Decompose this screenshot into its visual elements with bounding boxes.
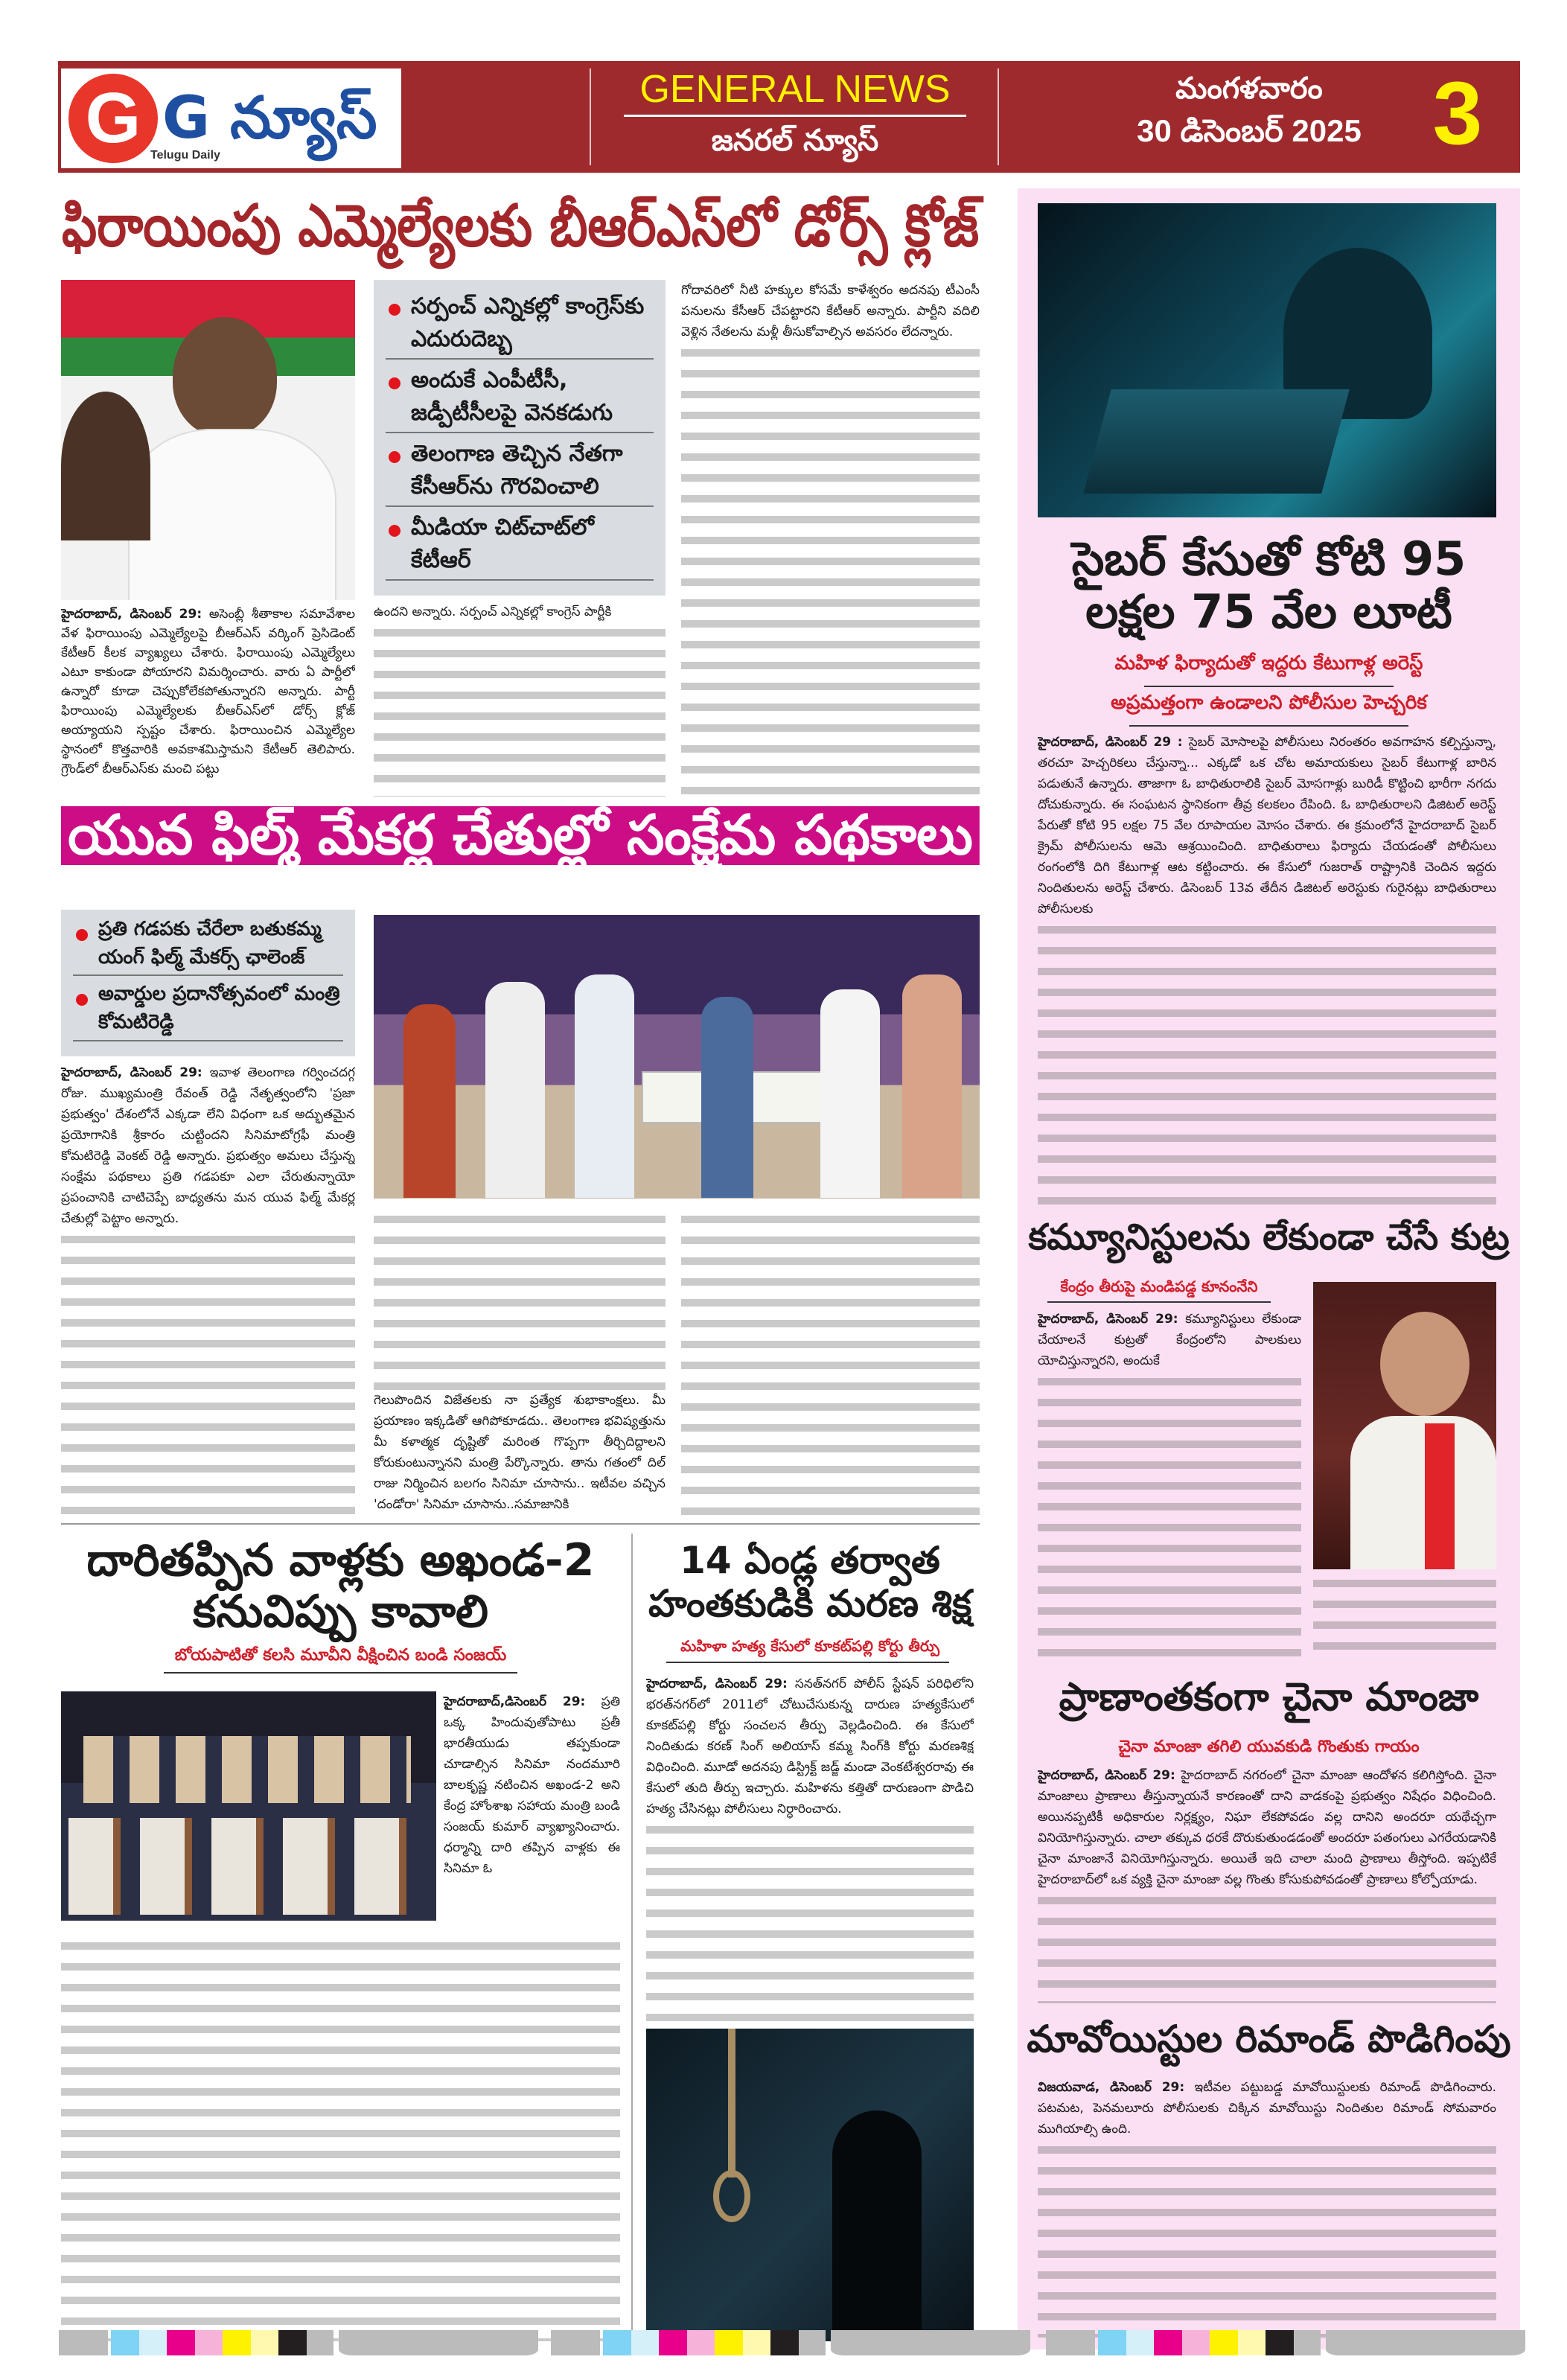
color-swatch <box>603 2330 631 2355</box>
text-lines <box>1038 1890 1496 2003</box>
article-lead: కమ్యూనిస్టులు లేకుండా చేయాలనే కుట్రతో కేంద్రంలోని పాలకులు యోచిస్తున్నారని, అందుకే <box>1038 1312 1301 1368</box>
article-body <box>444 1691 620 1921</box>
color-swatch <box>631 2330 660 2355</box>
headline-cyber: సైబర్ కేసుతో కోటి 95 లక్షల 75 వేల లూటీ <box>1071 532 1467 639</box>
headline-ktr: ఫిరాయింపు ఎమ్మెల్యేలకు బీఆర్ఎస్‌లో డోర్స్ క్లోజ్ <box>62 193 979 260</box>
headline-verdict: 14 ఏండ్ల తర్వాత హంతకుడికి మరణ శిక్ష <box>648 1539 972 1625</box>
column-divider <box>631 1534 633 2341</box>
weekday: మంగళవారం <box>1175 71 1323 106</box>
headline-maoists: మావోయిస్టుల రిమాండ్ పొడిగింపు <box>1027 2017 1511 2061</box>
photo-kunamneni <box>1313 1282 1496 1569</box>
photo-theatre-screening <box>61 1691 436 1921</box>
article-body <box>1038 732 1496 1208</box>
dateline: హైదరాబాద్, డిసెంబర్ 29: <box>61 607 202 622</box>
headline-communists: కమ్యూనిస్టులను లేకుండా చేసే కుట్ర <box>1028 1216 1510 1258</box>
page-number: 3 <box>1432 63 1483 163</box>
red-scarf <box>1425 1423 1455 1569</box>
rule <box>1047 1301 1271 1303</box>
article-body <box>681 280 980 797</box>
film-highlights <box>61 910 355 1056</box>
grey-block <box>307 2330 333 2355</box>
bullet-item: అందుకే ఎంపీటీసీ, జడ్పీటీసీలపై వెనకడుగు <box>386 364 654 433</box>
subhead-communists: కేంద్రం తీరుపై మండిపడ్డ కూనంనేని <box>1060 1277 1258 1295</box>
person-shirt <box>1350 1416 1496 1569</box>
grey-block <box>551 2330 600 2355</box>
photo-hacker <box>1038 203 1496 517</box>
dateline: హైదరాబాద్,డిసెంబర్ 29: <box>444 1694 586 1709</box>
audience-row <box>83 1736 411 1803</box>
text-lines <box>681 342 980 797</box>
bullet-item: అవార్డుల ప్రదానోత్సవంలో మంత్రి కోమటిరెడ్డి <box>73 980 343 1041</box>
color-swatch <box>1154 2330 1182 2355</box>
grey-pill <box>1326 2330 1525 2355</box>
article-text: గెలుపొందిన విజేతలకు నా ప్రత్యేక శుభాకాంక్షలు. మీ ప్రయాణం ఇక్కడితో ఆగిపోకూడదు.. తెలంగాణ భవిష్యత్తును మీ కళాత్మక దృష్టితో మరింత గొప్పగా తీర్చిదిద్దాలని కోరుకుంటున్నానని మంత్రి పేర్కొన్నారు. తాను గతంలో దిల్ రాజు నిర్మించిన బలగం సినిమా చూసాను.. ఇటీవల వచ్చిన 'దండోరా' సినిమా చూసాను..సమాజానికి <box>374 1393 666 1512</box>
text-lines <box>61 1936 620 2341</box>
rule <box>1129 725 1408 727</box>
color-swatch <box>687 2330 715 2355</box>
article-body <box>61 1062 355 1515</box>
section-rule <box>624 115 966 117</box>
person-face <box>1380 1312 1469 1416</box>
section-title-te: జనరల్ న్యూస్ <box>711 124 879 158</box>
text-lines <box>646 1819 974 2021</box>
dateline: హైదరాబాద్, డిసెంబర్ 29: <box>61 1065 202 1080</box>
photo-noose <box>646 2029 974 2341</box>
logo-text: G న్యూస్ <box>162 85 377 152</box>
dateline: హైదరాబాద్, డిసెంబర్ 29: <box>1038 1768 1175 1783</box>
article-body <box>1313 1573 1496 1659</box>
bullet-item: తెలంగాణ తెచ్చిన నేతగా కేసీఆర్‌ను గౌరవించాలి <box>386 438 654 507</box>
subhead-cyber-1: మహిళ ఫిర్యాదుతో ఇద్దరు కేటుగాళ్ల అరెస్ట్ <box>1114 652 1423 674</box>
divider <box>998 68 999 165</box>
color-swatch <box>195 2330 223 2355</box>
subhead-verdict: మహిళా హత్య కేసులో కూకట్‌పల్లి కోర్టు తీర్పు <box>680 1637 939 1655</box>
text-lines <box>681 1209 980 1515</box>
dateline: విజయవాడ, డిసెంబర్ 29: <box>1038 2080 1185 2095</box>
article-body <box>646 1674 974 2021</box>
logo-g-mark: G <box>68 74 158 163</box>
article-text: ఉందని అన్నారు. సర్పంచ్ ఎన్నికల్లో కాంగ్రెస్ పార్టీకి <box>374 604 612 619</box>
article-body <box>61 604 355 800</box>
color-swatch <box>278 2330 307 2355</box>
right-column <box>1018 188 1520 2349</box>
subhead-manja: చైనా మాంజా తగిలి యువకుడి గొంతుకు గాయం <box>1118 1738 1420 1756</box>
color-swatch <box>1182 2330 1210 2355</box>
headline-film: యువ ఫిల్మ్ మేకర్ల చేతుల్లో సంక్షేమ పథకాలు <box>61 806 980 865</box>
grey-block <box>799 2330 826 2355</box>
article-lead: ఇటీవల పట్టుబడ్డ మావోయిస్టులకు రిమాండ్ పొడిగించారు. పటమట, పెనమలూరు పోలీసులకు చిక్కిన మావోయిస్టు నిందితుల రిమాండ్ సోమవారం ముగియాల్సి ఉంది. <box>1038 2080 1496 2137</box>
person-figure <box>403 1004 456 1198</box>
subhead-cyber-2: అప్రమత్తంగా ఉండాలని పోలీసుల హెచ్చరిక <box>1111 692 1427 714</box>
color-swatch <box>715 2330 743 2355</box>
dateline: హైదరాబాద్, డిసెంబర్ 29: <box>1038 1312 1178 1327</box>
subhead-akhanda: బోయపాటితో కలసి మూవీని వీక్షించిన బండి సంజయ్ <box>174 1646 507 1665</box>
person-figure <box>575 974 634 1198</box>
bullet-item: ప్రతి గడపకు చేరేలా బతుకమ్మ యంగ్ ఫిల్మ్ మేకర్స్ ఛాలెంజ్‌ <box>73 916 343 976</box>
section-divider <box>61 1523 980 1525</box>
logo-tagline: Telugu Daily <box>150 149 220 162</box>
headline-akhanda: దారితప్పిన వాళ్లకు అఖండ-2 కనువిప్పు కావాలి <box>86 1534 595 1638</box>
text-lines <box>1038 2140 1496 2338</box>
color-swatch <box>139 2330 167 2355</box>
grey-pill <box>339 2330 538 2355</box>
audience-row <box>68 1818 426 1915</box>
photo-award-ceremony <box>374 915 980 1199</box>
color-swatch <box>111 2330 139 2355</box>
person-shirt <box>128 429 336 600</box>
headline-manja: ప్రాణాంతకంగా చైనా మాంజా <box>1059 1675 1479 1720</box>
person-figure <box>61 392 150 540</box>
article-lead: ప్రతి ఒక్క హిందువుతోపాటు ప్రతీ భారతీయుడు తప్పకుండా చూడాల్సిన సినిమా నందమూరి బాలకృష్ణ నటించిన అఖండ-2 అని కేంద్ర హోంశాఖ సహాయ మంత్రి బండి సంజయ్ కుమార్ వ్యాఖ్యానించారు. ధర్మాన్ని దారి తప్పిన వాళ్లకు ఈ సినిమా ఓ <box>444 1694 620 1876</box>
text-lines <box>1313 1573 1496 1659</box>
article-body <box>61 1936 620 2341</box>
text-lines <box>374 622 666 797</box>
dateline: హైదరాబాద్, డిసెంబర్ 29: <box>646 1676 788 1691</box>
noose-loop <box>713 2170 750 2222</box>
color-swatch <box>251 2330 279 2355</box>
issue-date: 30 డిసెంబర్ 2025 <box>1137 113 1362 148</box>
article-lead: ఇవాళ తెలంగాణ గర్వించదగ్గ రోజు. ముఖ్యమంత్రి రేవంత్ రెడ్డి నేతృత్వంలోని 'ప్రజా ప్రభుత్వం' దేశంలోనే ఎక్కడా లేని విధంగా ఒక అద్భుతమైన ప్రయోగానికి శ్రీకారం చుట్టిందని సినిమాటోగ్రఫీ మంత్రి కోమటిరెడ్డి వెంకట్ రెడ్డి అన్నారు. ప్రభుత్వం అమలు చేస్తున్న సంక్షేమ పథకాలు ప్రతి గడపకూ ఎలా చేరుతున్నాయో ప్రపంచానికి చాటిచెప్పే బాధ్యతను మన యువ ఫిల్మ్ మేకర్ల చేతుల్లో పెట్టాం అన్నారు. <box>61 1065 355 1226</box>
color-swatch <box>1266 2330 1294 2355</box>
rope-icon <box>728 2029 735 2178</box>
article-lead: సైబర్ మోసాలపై పోలీసులు నిరంతరం అవగాహన కల్పిస్తున్నా, తరచూ హెచ్చరికలు చేస్తున్నా... ఎక్కడో ఒక చోట అమాయకులు సైబర్ కేటుగాళ్ల బారిన పడుతునే ఉన్నారు. తాజాగా ఓ బాధితురాలికి సైబర్ మోసగాళ్లు బురిడీ కొట్టించి భారీగా నగదు దోచుకున్నారు. ఈ సంఘటన స్థానికంగా తీవ్ర కలకలం రేపింది. ఓ బాధితురాలని డిజిటల్ అరెస్ట్ పేరుతో కోటి 95 లక్షల 75 వేల రూపాయల మోసం చేశారు. ఈ క్రమంలోనే హైదరాబాద్ సైబర్ క్రైమ్ పోలీసులను ఆమె ఆశ్రయించింది. బాధితురాలు ఫిర్యాదు చేయడంతో పోలీసులు రంగంలోకి దిగి కేటుగాళ్ల ఆట కట్టించారు. ఈ కేసులో గుజరాత్ రాష్ట్రానికి చెందిన ఇద్దరు నిందితులను అరెస్ట్ చేశారు. డిసెంబర్ 13వ తేదీన డిజిటల్ అరెస్టుకు గురైనట్లు బాధితురాలు పోలీసులకు <box>1038 735 1496 916</box>
masthead <box>58 61 1520 173</box>
logo <box>61 68 401 168</box>
article-text: గోదావరిలో నీటి హక్కుల కోసమే కాళేశ్వరం అదనపు టీఎంసీ పనులను కేసీఆర్ చేపట్టారని కేటీఆర్ అన్నారు. పార్టీని వదిలి వెళ్లిన నేతలను మళ్లీ తీసుకోవాల్సిన అవసరం లేదన్నారు. <box>681 283 980 339</box>
color-swatch <box>1210 2330 1238 2355</box>
color-swatch <box>770 2330 799 2355</box>
film-highlights-column <box>61 910 355 1515</box>
laptop-icon <box>1083 389 1350 494</box>
article-lead: సనత్‌నగర్ పోలీస్ స్టేషన్ పరిధిలోని భరత్‌నగర్‌లో 2011లో చోటుచేసుకున్న దారుణ హత్యకేసులో కూకట్‌పల్లి కోర్టు సంచలన తీర్పు వెల్లడించింది. ఈ కేసులో నిందితుడు కరణ్ సింగ్ అలియాస్ కమ్మ సింగ్‌కి కోర్టు మరణశిక్ష విధించింది. మూడో అదనపు డిస్ట్రిక్ట్ జడ్జ్ మండా వెంకటేశ్వరరావు ఈ కేసులో తుది తీర్పు ఇచ్చారు. మహిళను కత్తితో దారుణంగా పొడిచి హత్య చేసినట్లు పోలీసులు నిర్ధారించారు. <box>646 1676 974 1816</box>
ktr-highlights <box>374 280 666 596</box>
color-swatch <box>659 2330 687 2355</box>
color-swatch <box>1098 2330 1126 2355</box>
silhouette <box>832 2111 922 2341</box>
article-body <box>1038 1309 1301 1659</box>
text-lines <box>374 1209 666 1390</box>
article-body <box>681 1209 980 1515</box>
divider <box>590 68 591 165</box>
rule <box>666 1662 949 1663</box>
text-lines <box>61 1229 355 1515</box>
rule <box>1144 686 1394 687</box>
person-figure <box>485 982 545 1198</box>
text-lines <box>1038 1371 1301 1659</box>
color-swatch <box>223 2330 251 2355</box>
bullet-item: మీడియా చిట్‌చాట్‌లో కేటీఆర్ <box>386 511 654 581</box>
color-swatch <box>743 2330 771 2355</box>
color-swatch <box>167 2330 195 2355</box>
grey-block <box>1294 2330 1321 2355</box>
photo-ktr <box>61 280 355 600</box>
article-body <box>1038 2077 1496 2338</box>
person-figure <box>701 997 753 1198</box>
color-swatch <box>1126 2330 1155 2355</box>
person-figure <box>820 989 880 1198</box>
article-body <box>374 1209 666 1515</box>
dateline: హైదరాబాద్, డిసెంబర్ 29 : <box>1038 735 1183 750</box>
person-figure <box>902 974 962 1198</box>
color-swatch <box>1238 2330 1266 2355</box>
article-lead: హైదరాబాద్ నగరంలో చైనా మాంజా ఆందోళన కలిగిస్తోంది. చైనా మాంజాలు ప్రాణాలు తీస్తున్నాయనే కారణంతో దాని వాడకంపై ప్రభుత్వం నిషేధం విధించింది. అయినప్పటికీ అధికారుల నిర్లక్ష్యం, నిఘా లేకపోవడం వల్ల దానిని అందరూ యథేచ్ఛగా వినియోగిస్తున్నారు. చాలా తక్కువ ధరకే దొరుకుతుండడంతో అందరూ పతంగులు ఎగరేయడానికి చైనా మాంజానే వినియోగిస్తున్నారు. అయితే ఇది చాలా మంది ప్రాణాలు తీస్తోంది. ఇప్పటికే హైదరాబాద్‌లో ఒక వ్యక్తి చైనా మాంజా వల్ల గొంతు కోసుకుపోవడంతో ప్రాణాలు కోల్పోయాడు. <box>1038 1768 1496 1887</box>
article-lead: అసెంబ్లీ శీతాకాల సమావేశాల వేళ ఫిరాయింపు ఎమ్మెల్యేలపై బీఆర్ఎస్ వర్కింగ్ ప్రెసిడెంట్ కేటీఆర్ కీలక వ్యాఖ్యలు చేశారు. ఫిరాయింపు ఎమ్మెల్యేలు ఎటూ కాకుండా పోయారని విమర్శించారు. వారు ఏ పార్టీలో ఉన్నారో కూడా చెప్పుకోలేకపోతున్నారని అన్నారు. పార్టీ ఫిరాయింపు ఎమ్మెల్యేలకు బీఆర్ఎస్‌లో డోర్స్ క్లోజ్ అయ్యాయని స్పష్టం చేశారు. ఫిరాయించిన ఎమ్మెల్యేల స్థానంలో కొత్తవారికి అవకాశమిస్తామని కేటీఆర్ తెలిపారు. గ్రౌండ్‌లో బీఆర్ఎస్‌కు మంచి పట్టు <box>61 607 355 776</box>
rule <box>164 1672 517 1674</box>
grey-block <box>59 2330 108 2355</box>
article-body <box>374 602 666 797</box>
grey-pill <box>831 2330 1030 2355</box>
bullet-item: సర్పంచ్ ఎన్నికల్లో కాంగ్రెస్‌కు ఎదురుదెబ్బ <box>386 290 654 360</box>
section-title-en: GENERAL NEWS <box>639 68 951 111</box>
grey-block <box>1046 2330 1095 2355</box>
text-lines <box>1038 919 1496 1208</box>
article-body <box>1038 1765 1496 2003</box>
ktr-highlights-column <box>374 280 666 797</box>
person-figure <box>173 317 277 436</box>
